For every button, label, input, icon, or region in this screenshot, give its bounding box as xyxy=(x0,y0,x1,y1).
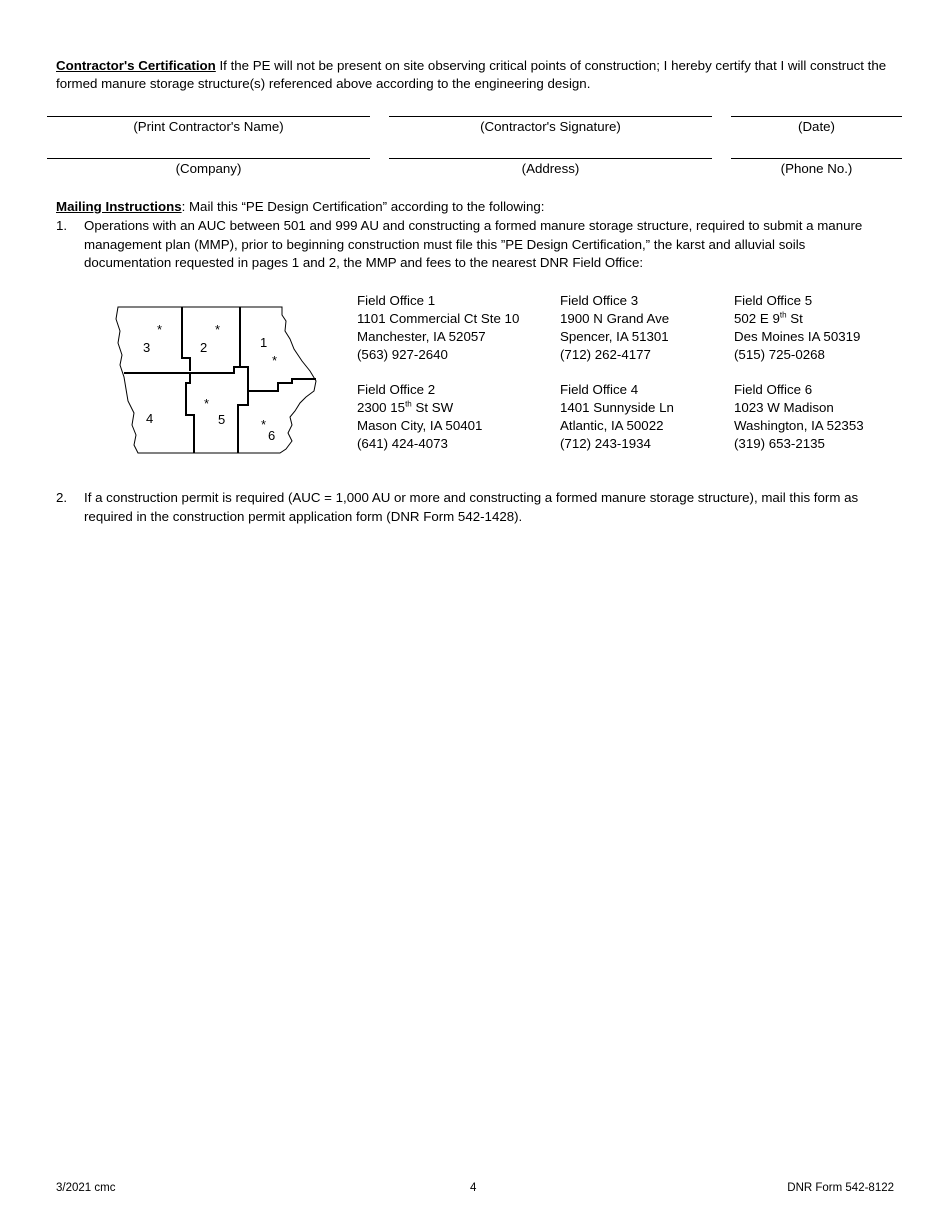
phone-label: (Phone No.) xyxy=(780,161,853,176)
date-label: (Date) xyxy=(798,119,835,134)
map-region-1: 1 xyxy=(260,335,268,350)
contractor-name-line[interactable] xyxy=(47,116,370,135)
mailing-intro: : Mail this “PE Design Certification” according to the following: xyxy=(181,199,545,214)
field-office-2 xyxy=(357,381,482,453)
footer-page-number: 4 xyxy=(470,1182,477,1194)
iowa-field-office-map xyxy=(110,303,320,458)
office-name: Field Office 4 xyxy=(560,382,639,397)
office-city: Mason City, IA 50401 xyxy=(357,418,483,433)
office-marker-2: * xyxy=(215,322,221,337)
office-phone: (515) 725-0268 xyxy=(734,347,825,362)
field-office-6 xyxy=(734,381,864,453)
mailing-heading: Mailing Instructions xyxy=(56,199,182,214)
mailing-instructions xyxy=(56,198,896,216)
office-marker-1: * xyxy=(272,353,278,368)
list-number: 1. xyxy=(56,218,68,233)
address-label: (Address) xyxy=(521,161,580,176)
office-name: Field Office 3 xyxy=(560,293,639,308)
date-line[interactable] xyxy=(731,116,902,135)
company-label: (Company) xyxy=(175,161,242,176)
contractor-signature-label: (Contractor's Signature) xyxy=(480,119,621,134)
office-city: Manchester, IA 52057 xyxy=(357,329,486,344)
office-name: Field Office 1 xyxy=(357,293,436,308)
office-phone: (712) 262-4177 xyxy=(560,347,651,362)
field-office-5 xyxy=(734,292,860,364)
office-name: Field Office 6 xyxy=(734,382,813,397)
company-line[interactable] xyxy=(47,158,370,177)
field-office-1 xyxy=(357,292,519,364)
map-region-2: 2 xyxy=(200,340,208,355)
list-item xyxy=(56,217,896,273)
office-name: Field Office 5 xyxy=(734,293,813,308)
map-region-3: 3 xyxy=(143,340,151,355)
footer-date: 3/2021 cmc xyxy=(56,1182,116,1194)
footer-form-number: DNR Form 542-8122 xyxy=(787,1182,894,1194)
map-region-6: 6 xyxy=(268,428,276,443)
office-city: Spencer, IA 51301 xyxy=(560,329,669,344)
certification-paragraph xyxy=(56,57,896,93)
list-number: 2. xyxy=(56,490,68,505)
office-street: 1900 N Grand Ave xyxy=(560,311,670,326)
office-marker-3: * xyxy=(157,322,163,337)
list-text: Operations with an AUC between 501 and 999 AU and constructing a formed manure storage structure, required to submit a manure management plan (MMP), prior to beginning construction must file this ”PE Design Certification,” the karst and alluvial soils documentation requested in pages 1 and 2, the MMP and fees to the nearest DNR Field Office: xyxy=(84,218,863,270)
office-marker-5: * xyxy=(204,396,210,411)
certification-text: If the PE will not be present on site observing critical points of construction; I hereby certify that I will construct the formed manure storage structure(s) referenced above according to the engineering design. xyxy=(56,58,887,91)
office-street: 1101 Commercial Ct Ste 10 xyxy=(357,311,520,326)
map-region-4: 4 xyxy=(146,411,154,426)
field-office-4 xyxy=(560,381,674,453)
office-street: 502 E 9th St xyxy=(734,310,803,326)
office-name: Field Office 2 xyxy=(357,382,436,397)
office-marker-6: * xyxy=(261,417,267,432)
office-phone: (563) 927-2640 xyxy=(357,347,448,362)
map-region-5: 5 xyxy=(218,412,226,427)
office-street: 1401 Sunnyside Ln xyxy=(560,400,674,415)
office-street: 2300 15th St SW xyxy=(357,399,454,415)
list-item xyxy=(56,489,896,526)
office-phone: (641) 424-4073 xyxy=(357,436,448,451)
certification-heading: Contractor's Certification xyxy=(56,58,216,73)
list-text: If a construction permit is required (AUC = 1,000 AU or more and constructing a formed manure storage structure), mail this form as required in the construction permit application form (DNR Form 542-1428). xyxy=(84,490,859,524)
office-phone: (319) 653-2135 xyxy=(734,436,825,451)
office-phone: (712) 243-1934 xyxy=(560,436,651,451)
office-city: Washington, IA 52353 xyxy=(734,418,864,433)
office-city: Des Moines IA 50319 xyxy=(734,329,861,344)
office-street: 1023 W Madison xyxy=(734,400,834,415)
office-city: Atlantic, IA 50022 xyxy=(560,418,664,433)
contractor-name-label: (Print Contractor's Name) xyxy=(133,119,284,134)
address-line[interactable] xyxy=(389,158,712,177)
contractor-signature-line[interactable] xyxy=(389,116,712,135)
phone-line[interactable] xyxy=(731,158,902,177)
field-office-3 xyxy=(560,292,669,364)
